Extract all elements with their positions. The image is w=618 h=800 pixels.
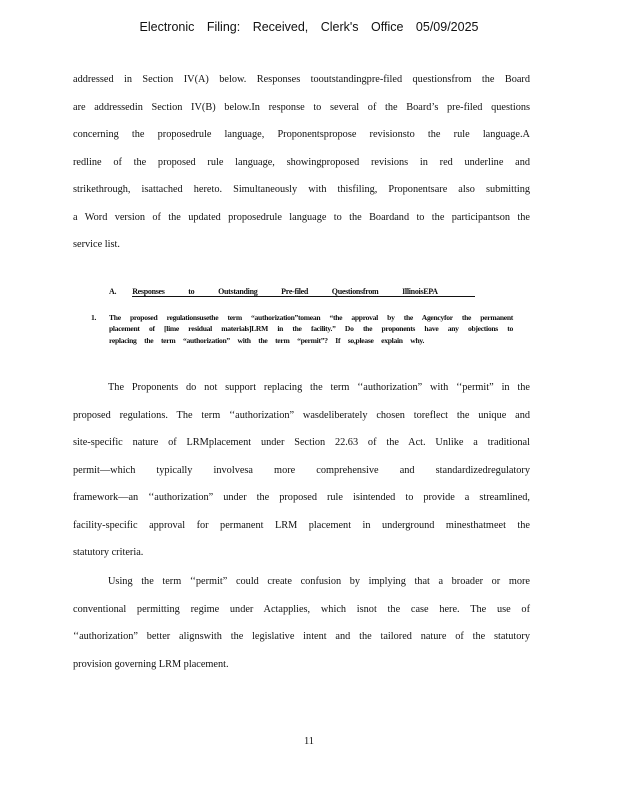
paragraph-line: permit—which typically involvesa more comprehensive and standardizedregulatory <box>73 464 530 476</box>
paragraph-line: Using the term ‘‘permit” could create confusion by implying that a broader or more <box>108 576 530 587</box>
paragraph-line: proposed regulations. The term ‘‘authorization” wasdeliberately chosen toreflect the unique and <box>73 409 530 421</box>
section-heading <box>109 287 475 297</box>
paragraph-response <box>73 374 530 567</box>
question-number: 1. <box>91 313 97 322</box>
paragraph-line: strikethrough, isattached hereto. Simultaneously with thisfiling, Proponentsare also submitting <box>73 184 530 195</box>
filing-stamp-header: Electronic Filing: Received, Clerk's Office 05/09/2025 <box>139 20 479 34</box>
section-title <box>132 287 475 297</box>
paragraph-intro <box>73 66 530 259</box>
paragraph-line: framework—an ‘‘authorization” under the proposed rule isintended to provide a streamlined, <box>73 492 530 503</box>
paragraph-line: facility-specific approval for permanent LRM placement in underground minesthatmeet the <box>73 519 530 531</box>
paragraph-line: statutory criteria. <box>73 547 144 558</box>
question-block <box>91 312 513 346</box>
paragraph-line: addressed in Section IV(A) below. Responses tooutstandingpre-filed questionsfrom the Board <box>73 74 530 85</box>
paragraph-line: concerning the proposedrule language, Proponentspropose revisionsto the rule language.A <box>73 129 530 140</box>
paragraph-line: The Proponents do not support replacing the term ‘‘authorization” with ‘‘permit” in the <box>108 382 530 393</box>
paragraph-line: ‘‘authorization” better alignswith the legislative intent and the tailored nature of the statutory <box>73 631 530 642</box>
paragraph-line: site-specific nature of LRMplacement under Section 22.63 of the Act. Unlike a traditional <box>73 437 530 448</box>
paragraph-line: conventional permitting regime under Actapplies, which isnot the case here. The use of <box>73 603 530 615</box>
paragraph-rationale <box>73 568 530 678</box>
question-text: The proposed regulationsusethe term “authorization”tomean “the approval by the Agencyfor the permanent placement of [lime residual materials]LRM in the facility.” Do the proponents have any objections to replacing the term “authorization” with the term “permit”? If so,please explain why. <box>109 313 513 345</box>
section-title-text: Responses to Outstanding Pre-filed Questionsfrom IllinoisEPA <box>132 287 438 296</box>
paragraph-line: provision governing LRM placement. <box>73 658 229 670</box>
section-letter: A. <box>109 287 117 296</box>
paragraph-line: redline of the proposed rule language, showingproposed revisions in red underline and <box>73 156 530 168</box>
paragraph-line: a Word version of the updated proposedrule language to the Boardand to the participantson the <box>73 211 530 223</box>
paragraph-line: are addressedin Section IV(B) below.In response to several of the Board’s pre-filed questions <box>73 101 530 113</box>
paragraph-line: service list. <box>73 239 120 250</box>
page-number: 11 <box>303 736 315 747</box>
